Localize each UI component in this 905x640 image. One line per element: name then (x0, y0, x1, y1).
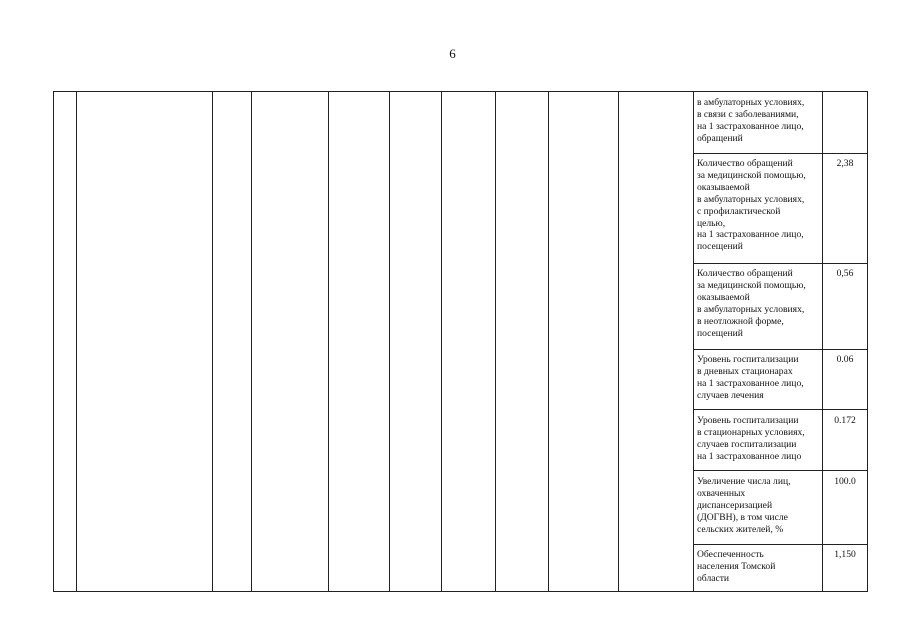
column-divider (251, 91, 252, 592)
value-cell: 2,38 (836, 158, 854, 169)
value-cell: 1,150 (834, 549, 856, 560)
row-divider (693, 153, 868, 154)
indicator-cell: Количество обращений за медицинской помощью, оказываемой в амбулаторных условиях, в неотложной форме, посещений (697, 268, 806, 339)
column-divider (441, 91, 442, 592)
page-number: 6 (449, 46, 456, 61)
row-divider (693, 263, 868, 264)
value-cell: 100.0 (834, 476, 856, 487)
indicator-cell: Обеспеченность населения Томской области (697, 549, 776, 584)
row-divider (693, 349, 868, 350)
column-divider (212, 91, 213, 592)
column-divider (389, 91, 390, 592)
column-divider (548, 91, 549, 592)
column-divider (328, 91, 329, 592)
row-divider (693, 409, 868, 410)
row-divider (693, 470, 868, 471)
row-divider (693, 544, 868, 545)
indicator-cell: Уровень госпитализации в дневных стационарах на 1 застрахованное лицо, случаев лечения (697, 354, 804, 401)
column-divider (618, 91, 619, 592)
column-divider (693, 91, 694, 592)
indicator-cell: Увеличение числа лиц, охваченных диспансеризацией (ДОГВН), в том числе сельских жителей, % (697, 476, 791, 535)
column-divider (76, 91, 77, 592)
indicator-cell: в амбулаторных условиях, в связи с заболеваниями, на 1 застрахованное лицо, обращений (697, 97, 805, 144)
column-divider (495, 91, 496, 592)
indicator-cell: Уровень госпитализации в стационарных условиях, случаев госпитализации на 1 застрахованное лицо (697, 415, 805, 462)
indicator-cell: Количество обращений за медицинской помощью, оказываемой в амбулаторных условиях, с профилактической целью, на 1 застрахованное лицо, посещений (697, 158, 806, 253)
value-cell: 0.06 (836, 354, 854, 365)
value-cell: 0.172 (834, 415, 856, 426)
value-cell: 0,56 (836, 268, 854, 279)
